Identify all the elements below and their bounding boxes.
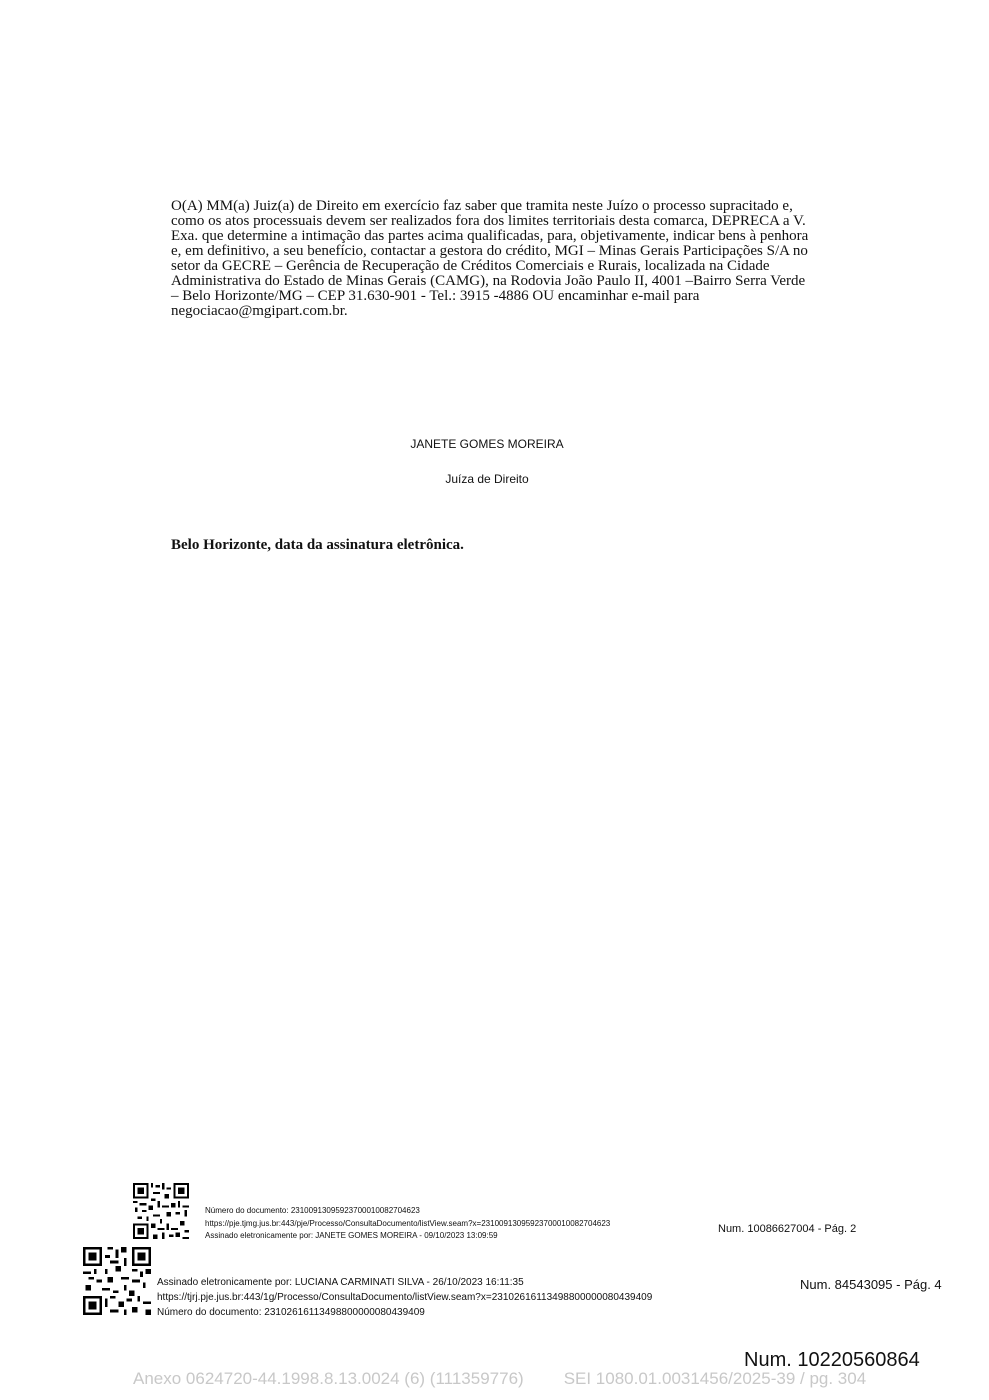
qr-code-icon [83, 1247, 151, 1315]
tjrj-verification-url[interactable]: https://tjrj.pje.jus.br:443/1g/Processo/ConsultaDocumento/listView.seam?x=23102616113498800000080439409 [157, 1292, 653, 1303]
paragraph-line: – Belo Horizonte/MG – CEP 31.630-901 - Tel.: 3915 -4886 OU encaminhar e-mail para [171, 288, 700, 304]
sei-footer [133, 1369, 906, 1389]
document-number: Num. 10220560864 [744, 1349, 920, 1371]
paragraph-line: e, em definitivo, a seu benefício, contactar a gestora do crédito, MGI – Minas Gerais Participações S/A no [171, 243, 808, 259]
tjrj-doc-number: Número do documento: 23102616113498800000080439409 [157, 1307, 425, 1318]
tjmg-doc-number: Número do documento: 23100913095923700010082704623 [205, 1206, 420, 1215]
place-date-line: Belo Horizonte, data da assinatura eletrônica. [171, 537, 464, 553]
tjrj-page-number: Num. 84543095 - Pág. 4 [800, 1277, 942, 1292]
paragraph-line: setor da GECRE – Gerência de Recuperação de Créditos Comerciais e Rurais, localizada na Cidade [171, 258, 770, 274]
deprecata-paragraph [171, 199, 811, 319]
tjmg-signed-by: Assinado eletronicamente por: JANETE GOMES MOREIRA - 09/10/2023 13:09:59 [205, 1231, 498, 1240]
signer-role: Juíza de Direito [445, 472, 529, 486]
paragraph-line: O(A) MM(a) Juiz(a) de Direito em exercício faz saber que tramita neste Juízo o processo supracitado e, [171, 198, 793, 214]
paragraph-line: Exa. que determine a intimação das partes acima qualificadas, para, objetivamente, indicar bens à penhora [171, 228, 809, 244]
tjrj-signed-by: Assinado eletronicamente por: LUCIANA CARMINATI SILVA - 26/10/2023 16:11:35 [157, 1277, 524, 1288]
tjmg-page-number: Num. 10086627004 - Pág. 2 [718, 1223, 857, 1235]
paragraph-line: como os atos processuais devem ser realizados fora dos limites territoriais desta comarca, DEPRECA a V. [171, 213, 806, 229]
paragraph-line: Administrativa do Estado de Minas Gerais (CAMG), na Rodovia João Paulo II, 4001 –Bairro Serra Verde [171, 273, 806, 289]
tjmg-signature-stamp [205, 1205, 610, 1243]
annex-reference: Anexo 0624720-44.1998.8.13.0024 (6) (111359776) [133, 1369, 524, 1388]
qr-code-icon [133, 1183, 189, 1239]
tjmg-verification-url[interactable]: https://pje.tjmg.jus.br:443/pje/Processo/ConsultaDocumento/listView.seam?x=23100913095923700010082704623 [205, 1218, 611, 1228]
sei-page-reference: SEI 1080.01.0031456/2025-39 / pg. 304 [563, 1369, 867, 1388]
paragraph-line: negociacao@mgipart.com.br. [171, 303, 348, 319]
tjrj-signature-stamp [157, 1275, 652, 1320]
signer-name: JANETE GOMES MOREIRA [410, 437, 564, 451]
